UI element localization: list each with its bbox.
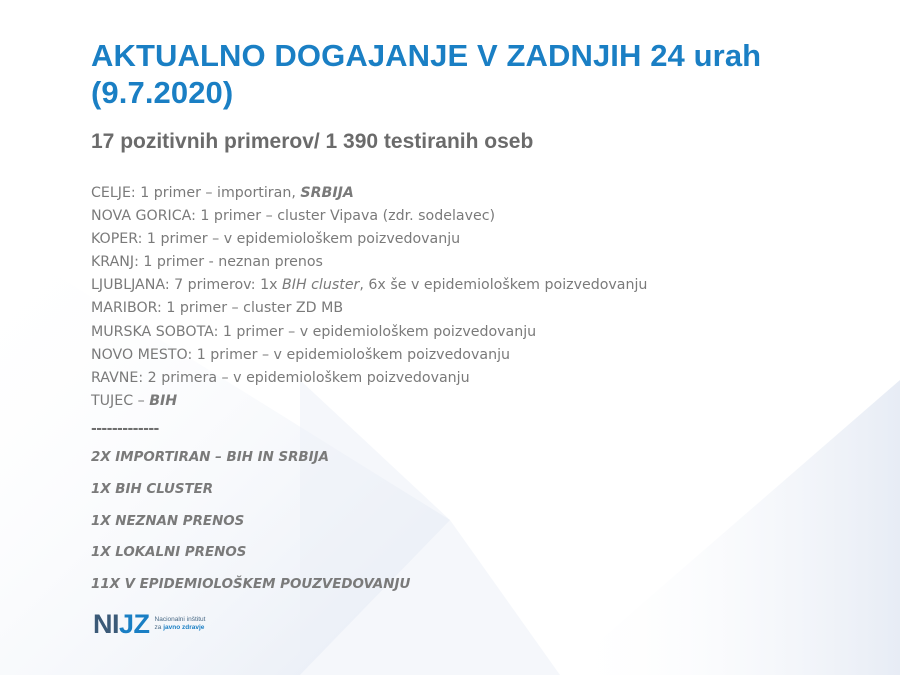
case-item (91, 182, 647, 205)
summary-item: 2X IMPORTIRAN – BIH IN SRBIJA (91, 450, 329, 465)
summary-item: 1X BIH CLUSTER (91, 481, 214, 497)
slide-title (91, 37, 851, 111)
nijz-logo (93, 607, 205, 641)
logo-text-line-2 (155, 624, 206, 632)
case-item (91, 251, 647, 274)
case-item (91, 390, 647, 413)
case-item (91, 344, 647, 367)
title-line-1: AKTUALNO DOGAJANJE V ZADNJIH 24 urah (91, 38, 762, 73)
logo-text-bold: javno zdravje (163, 624, 205, 631)
case-item (91, 205, 647, 228)
case-item (91, 321, 647, 344)
case-highlight: BIH (149, 392, 178, 409)
case-text: MURSKA SOBOTA: 1 primer – v epidemiološkem poizvedovanju (91, 323, 537, 340)
summary-list (91, 448, 410, 607)
case-item (91, 297, 647, 320)
slide-subtitle: 17 pozitivnih primerov/ 1 390 testiranih oseb (91, 130, 534, 153)
logo-text-prefix: za (154, 624, 164, 631)
logo-mark-left: NI (93, 609, 119, 639)
case-text: KRANJ: 1 primer - neznan prenos (91, 254, 323, 271)
logo-mark (93, 609, 150, 639)
case-text: TUJEC – (91, 392, 150, 409)
case-text: NOVO MESTO: 1 primer – v epidemiološkem poizvedovanju (91, 346, 511, 363)
summary-item: 11X V EPIDEMIOLOŠKEM POUZVEDOVANJU (91, 577, 411, 593)
case-text: RAVNE: 2 primera – v epidemiološkem poizvedovanju (91, 369, 470, 386)
case-highlight: SRBIJA (300, 185, 354, 201)
case-item (91, 367, 647, 390)
summary-item: 1X LOKALNI PRENOS (91, 545, 247, 561)
case-text: LJUBLJANA: 7 primerov: 1x (91, 277, 283, 294)
title-line-2: (9.7.2020) (91, 75, 234, 110)
case-emphasis: BIH cluster (282, 277, 360, 294)
case-text: KOPER: 1 primer – v epidemiološkem poizvedovanju (91, 231, 461, 248)
logo-mark-right: JZ (119, 609, 150, 639)
case-text: CELJE: 1 primer – importiran, (91, 185, 301, 201)
case-list (91, 182, 647, 413)
case-item (91, 274, 647, 297)
separator: ------------- (91, 421, 159, 437)
case-text-suffix: , 6x še v epidemiološkem poizvedovanju (359, 277, 648, 294)
case-item (91, 228, 647, 251)
logo-text (155, 616, 206, 632)
summary-item: 1X NEZNAN PRENOS (91, 513, 245, 529)
case-text: MARIBOR: 1 primer – cluster ZD MB (91, 300, 344, 317)
logo-text-line-1: Nacionalni inštitut (154, 616, 206, 623)
case-text: NOVA GORICA: 1 primer – cluster Vipava (zdr. sodelavec) (91, 208, 496, 225)
